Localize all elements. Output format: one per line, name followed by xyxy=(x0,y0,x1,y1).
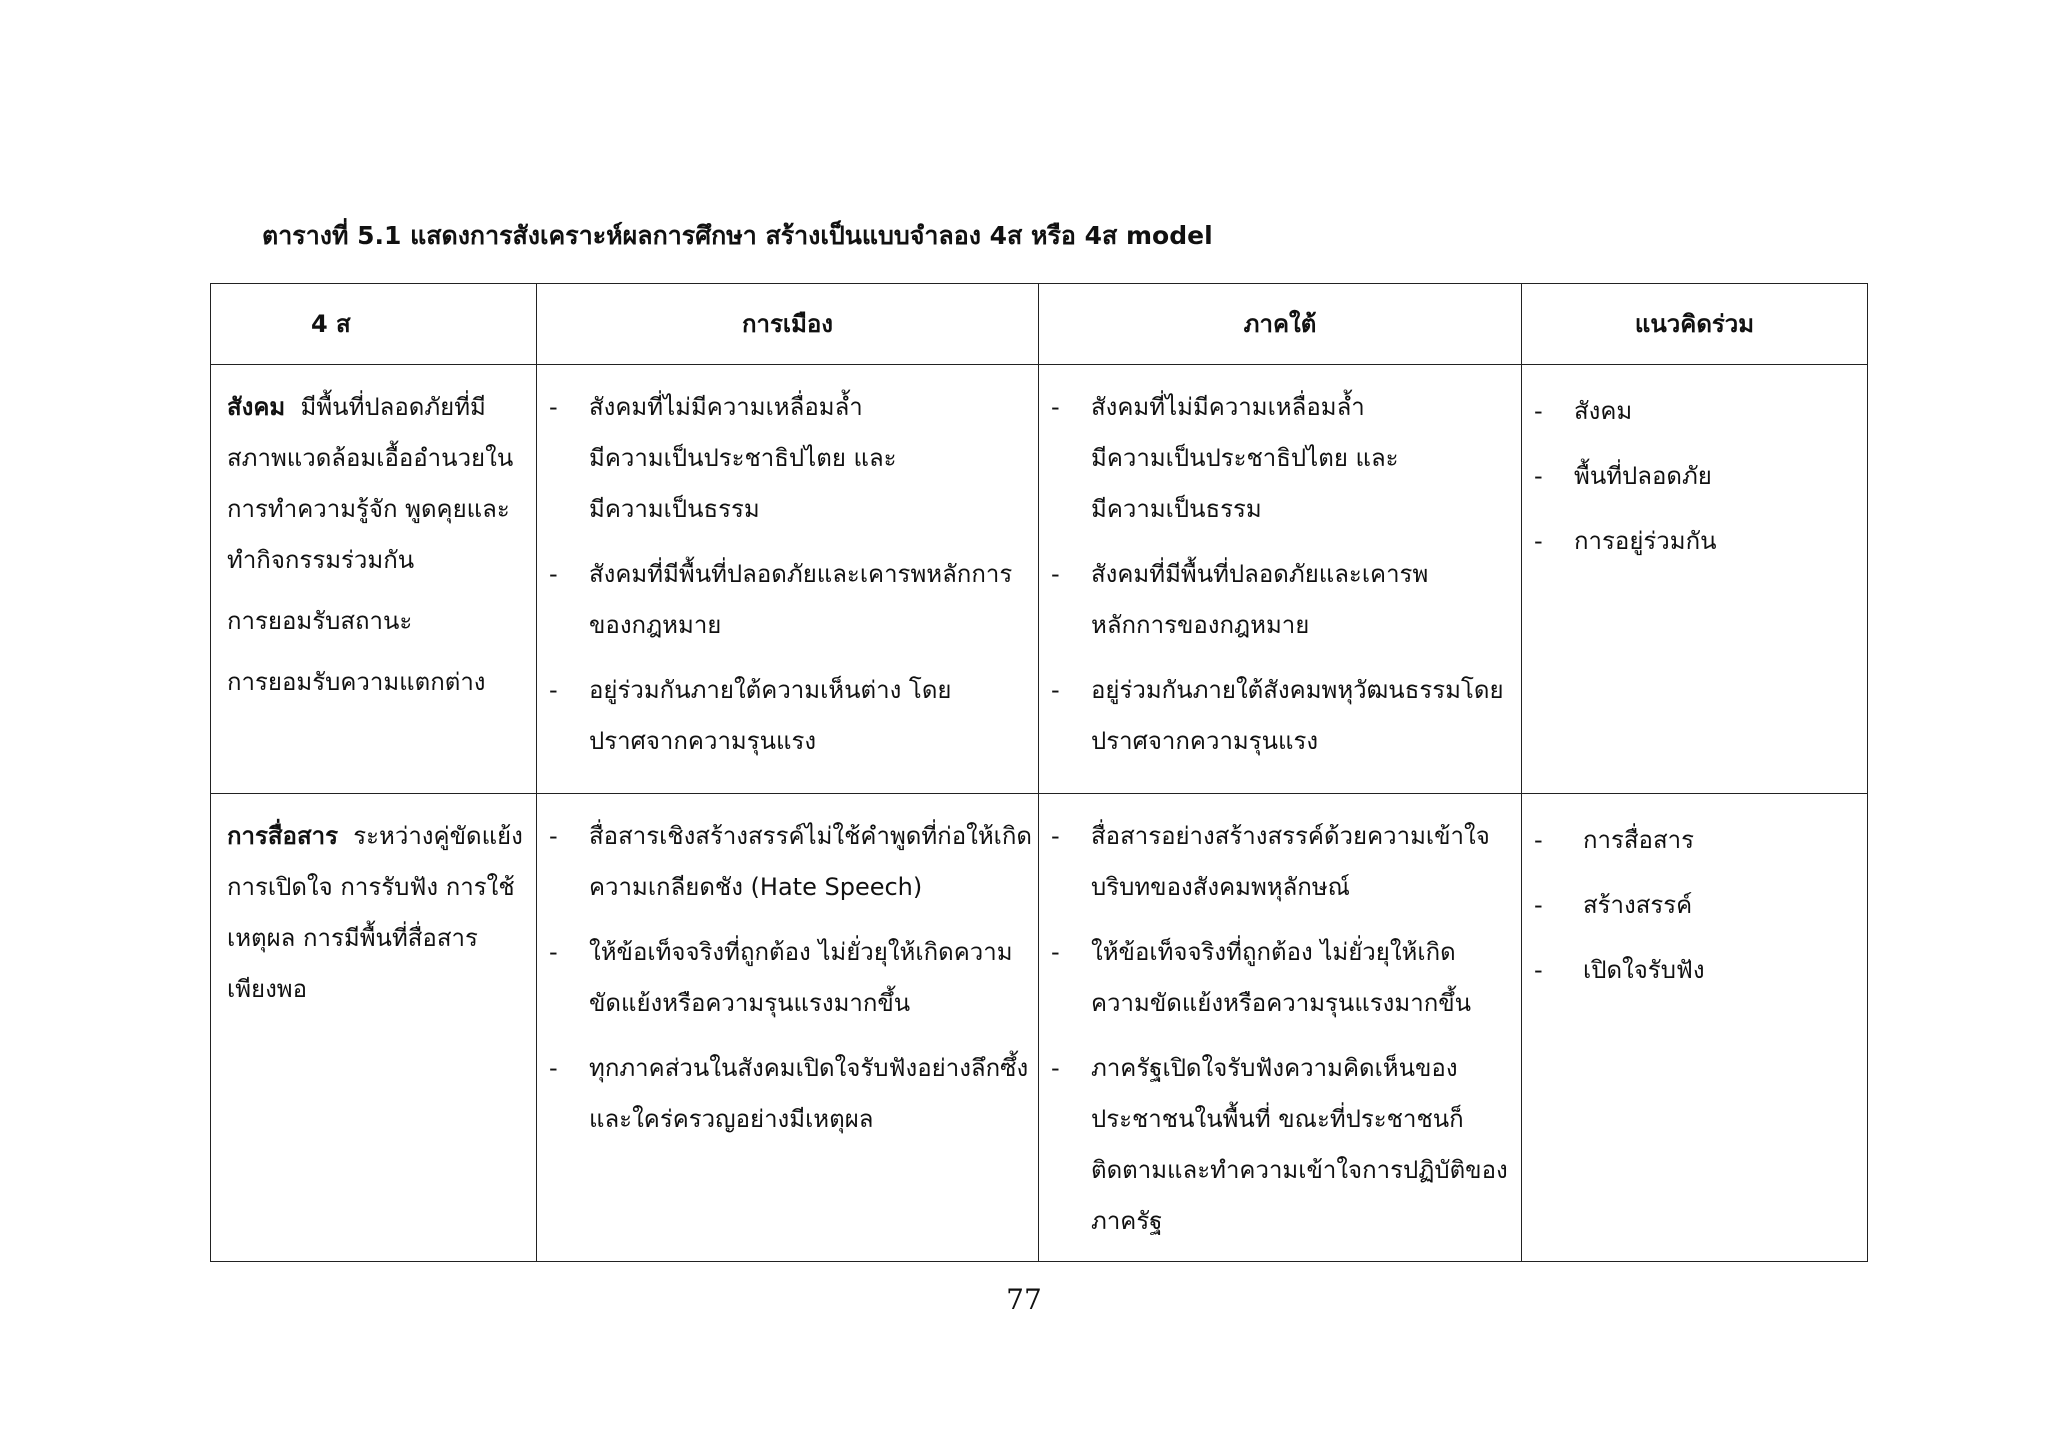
item-line: ขัดแย้งหรือความรุนแรงมากขึ้น xyxy=(589,989,911,1017)
item-line: และใคร่ครวญอย่างมีเหตุผล xyxy=(589,1105,874,1133)
cell-society-south xyxy=(1039,365,1522,794)
page-number: 77 xyxy=(1006,1283,1042,1316)
dash-bullet: - xyxy=(549,393,558,421)
concept-label: พื้นที่ปลอดภัย xyxy=(1574,462,1712,490)
item-line: มีความเป็นประชาธิปไตย และ xyxy=(1091,444,1399,472)
list-item xyxy=(549,665,1030,767)
cell-communication-concepts xyxy=(1522,794,1868,1262)
dash-bullet: - xyxy=(1051,938,1060,966)
concept-item xyxy=(1534,386,1859,437)
cell-society-politics xyxy=(537,365,1039,794)
item-line: ความเกลียดชัง (Hate Speech) xyxy=(589,873,923,901)
cell-communication-south xyxy=(1039,794,1522,1262)
dash-bullet: - xyxy=(549,676,558,704)
list-item xyxy=(549,811,1030,913)
item-line: ทุกภาคส่วนในสังคมเปิดใจรับฟังอย่างลึกซึ้ง xyxy=(589,1054,1029,1082)
communication-line: ระหว่างคู่ขัดแย้ง xyxy=(353,822,523,850)
list-item xyxy=(1051,1043,1513,1247)
dash-bullet: - xyxy=(1534,462,1543,490)
item-line: ภาครัฐ xyxy=(1091,1207,1163,1235)
dash-bullet: - xyxy=(1051,560,1060,588)
item-line: ปราศจากความรุนแรง xyxy=(589,727,817,755)
item-line: ให้ข้อเท็จจริงที่ถูกต้อง ไม่ยั่วยุให้เกิด xyxy=(1091,938,1456,966)
list-item xyxy=(549,382,1030,535)
dash-bullet: - xyxy=(1534,397,1543,425)
item-line: ประชาชนในพื้นที่ ขณะที่ประชาชนก็ xyxy=(1091,1105,1464,1133)
item-line: ของกฎหมาย xyxy=(589,611,722,639)
item-line: ภาครัฐเปิดใจรับฟังความคิดเห็นของ xyxy=(1091,1054,1458,1082)
society-extra: การยอมรับความแตกต่าง xyxy=(227,668,486,696)
dash-bullet: - xyxy=(549,822,558,850)
society-line: มีพื้นที่ปลอดภัยที่มี xyxy=(300,393,486,421)
society-title: สังคม xyxy=(227,393,286,421)
list-item xyxy=(549,1043,1030,1145)
item-line: สื่อสารอย่างสร้างสรรค์ด้วยความเข้าใจ xyxy=(1091,822,1490,850)
item-line: ความขัดแย้งหรือความรุนแรงมากขึ้น xyxy=(1091,989,1472,1017)
item-line: ให้ข้อเท็จจริงที่ถูกต้อง ไม่ยั่วยุให้เกิดความ xyxy=(589,938,1013,966)
list-item xyxy=(549,927,1030,1029)
item-line: อยู่ร่วมกันภายใต้สังคมพหุวัฒนธรรมโดย xyxy=(1091,676,1504,704)
list-item xyxy=(1051,927,1513,1029)
concept-label: การอยู่ร่วมกัน xyxy=(1574,527,1717,555)
list-item xyxy=(549,549,1030,651)
dash-bullet: - xyxy=(1534,956,1543,984)
table-caption: ตารางที่ 5.1 แสดงการสังเคราะห์ผลการศึกษา สร้างเป็นแบบจำลอง 4ส หรือ 4ส model xyxy=(262,221,1213,250)
society-line: ทำกิจกรรมร่วมกัน xyxy=(227,546,415,574)
concept-item xyxy=(1534,880,1859,931)
synthesis-table xyxy=(210,283,1868,1262)
item-line: มีความเป็นประชาธิปไตย และ xyxy=(589,444,897,472)
header-4s: 4 ส xyxy=(211,284,537,365)
society-line: การทำความรู้จัก พูดคุยและ xyxy=(227,495,510,523)
concept-label: สังคม xyxy=(1574,397,1633,425)
concept-item xyxy=(1534,945,1859,996)
item-line: สังคมที่ไม่มีความเหลื่อมล้ำ xyxy=(1091,393,1365,421)
header-concepts: แนวคิดร่วม xyxy=(1522,284,1868,365)
item-line: บริบทของสังคมพหุลักษณ์ xyxy=(1091,873,1350,901)
item-line: ติดตามและทำความเข้าใจการปฏิบัติของ xyxy=(1091,1156,1508,1184)
cell-communication-politics xyxy=(537,794,1039,1262)
cell-society-description xyxy=(211,365,537,794)
table-row-communication xyxy=(211,794,1868,1262)
communication-line: เพียงพอ xyxy=(227,975,308,1003)
concept-item xyxy=(1534,815,1859,866)
dash-bullet: - xyxy=(1051,1054,1060,1082)
dash-bullet: - xyxy=(1051,676,1060,704)
table-row-society xyxy=(211,365,1868,794)
list-item xyxy=(1051,549,1513,651)
item-line: มีความเป็นธรรม xyxy=(1091,495,1262,523)
concept-item xyxy=(1534,516,1859,567)
list-item xyxy=(1051,382,1513,535)
dash-bullet: - xyxy=(549,938,558,966)
society-extra: การยอมรับสถานะ xyxy=(227,607,413,635)
table-header-row xyxy=(211,284,1868,365)
dash-bullet: - xyxy=(1534,527,1543,555)
communication-line: การเปิดใจ การรับฟัง การใช้ xyxy=(227,873,515,901)
dash-bullet: - xyxy=(1534,826,1543,854)
concept-label: การสื่อสาร xyxy=(1583,826,1694,854)
item-line: สังคมที่ไม่มีความเหลื่อมล้ำ xyxy=(589,393,863,421)
dash-bullet: - xyxy=(549,560,558,588)
list-item xyxy=(1051,811,1513,913)
dash-bullet: - xyxy=(1051,822,1060,850)
communication-title: การสื่อสาร xyxy=(227,822,338,850)
item-line: หลักการของกฎหมาย xyxy=(1091,611,1310,639)
item-line: ปราศจากความรุนแรง xyxy=(1091,727,1319,755)
item-line: สังคมที่มีพื้นที่ปลอดภัยและเคารพ xyxy=(1091,560,1429,588)
header-south: ภาคใต้ xyxy=(1039,284,1522,365)
item-line: สื่อสารเชิงสร้างสรรค์ไม่ใช้คำพูดที่ก่อให้เกิด xyxy=(589,822,1032,850)
concept-item xyxy=(1534,451,1859,502)
list-item xyxy=(1051,665,1513,767)
concept-label: เปิดใจรับฟัง xyxy=(1583,956,1705,984)
concept-label: สร้างสรรค์ xyxy=(1583,891,1693,919)
cell-communication-description xyxy=(211,794,537,1262)
dash-bullet: - xyxy=(549,1054,558,1082)
dash-bullet: - xyxy=(1534,891,1543,919)
item-line: อยู่ร่วมกันภายใต้ความเห็นต่าง โดย xyxy=(589,676,952,704)
item-line: มีความเป็นธรรม xyxy=(589,495,760,523)
cell-society-concepts xyxy=(1522,365,1868,794)
header-politics: การเมือง xyxy=(537,284,1039,365)
dash-bullet: - xyxy=(1051,393,1060,421)
item-line: สังคมที่มีพื้นที่ปลอดภัยและเคารพหลักการ xyxy=(589,560,1013,588)
society-line: สภาพแวดล้อมเอื้ออำนวยใน xyxy=(227,444,514,472)
communication-line: เหตุผล การมีพื้นที่สื่อสาร xyxy=(227,924,478,952)
